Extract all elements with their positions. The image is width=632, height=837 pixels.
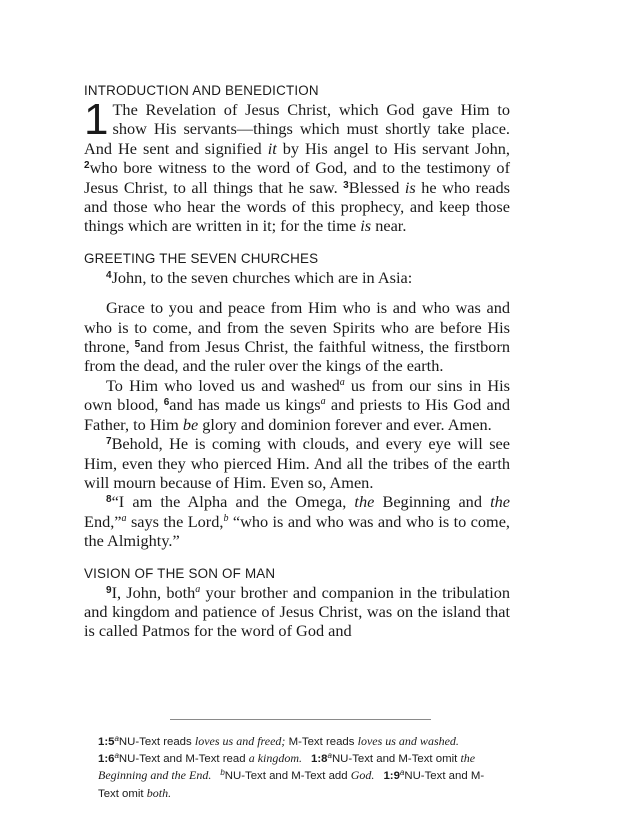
- verse-number: 6: [163, 397, 170, 409]
- footnote-marker[interactable]: a: [121, 512, 127, 524]
- verse-number: 7: [106, 436, 112, 448]
- footnote-marker[interactable]: b: [223, 512, 229, 524]
- verse-number: 4: [106, 269, 112, 281]
- paragraph-verse-4-5: Grace to you and peace from Him who is and who was and who is to come, and from the seven Spirits who are before His throne, $^5$and from Jesus Christ, the faithful witness, the firstborn from the dead, and the ruler over the kings of the earth.: [84, 298, 511, 376]
- paragraph-verse-5-6: To Him who loved us and washed$^a$ us from our sins in His own blood, $^6$and has made us kings$^a$ and priests to His God and Father, to Him be glory and dominion forever and ever. Amen.: [84, 375, 510, 434]
- section-heading-introduction: INTRODUCTION AND BENEDICTION: [84, 83, 319, 98]
- footnote-marker[interactable]: a: [195, 583, 201, 595]
- section-heading-greeting: GREETING THE SEVEN CHURCHES: [84, 250, 319, 266]
- verse-number: 9: [106, 584, 112, 596]
- verse-number: 5: [134, 339, 141, 351]
- footnote-marker[interactable]: a: [339, 376, 345, 388]
- paragraph-verse-8: $^8$“I am the Alpha and the Omega, the Beginning and the End,”$^a$ says the Lord,$^b$ “who is and who was and who is to come, the Almighty.”: [84, 492, 511, 551]
- paragraph-verse-4: $^4$John, to the seven churches which are in Asia:: [106, 267, 413, 287]
- paragraph-intro: 1 The Revelation of Jesus Christ, which God gave Him to show His servants—things which must shortly take place. And He sent and signified it by His angel to His servant John, $^2$who bore witness to the word of God, and to the testimony of Jesus Christ, to all things that he saw. $^3$Blessed is he who reads and those who hear the words of this prophecy, and keep those things which are written in it; for the time is near.: [84, 95, 511, 236]
- footnote-ref: 1:6: [98, 753, 115, 766]
- footnote-ref: 1:9: [383, 770, 400, 783]
- footnote-ref: 1:8: [311, 753, 328, 766]
- verse-number: 8: [106, 494, 112, 506]
- footnote-divider: [170, 719, 431, 720]
- verse-number: 3: [343, 179, 349, 191]
- paragraph-verse-9: $^9$I, John, both$^a$ your brother and companion in the tribulation and kingdom and patience of Jesus Christ, was on the island that is called Patmos for the word of God and: [84, 582, 510, 641]
- footnote-marker[interactable]: a: [320, 396, 326, 408]
- paragraph-verse-7: $^7$Behold, He is coming with clouds, and every eye will see Him, even they who pierced Him. And all the tribes of the earth will mourn because of Him. Even so, Amen.: [84, 434, 510, 492]
- verse-number: 2: [84, 160, 90, 172]
- bible-page: [84, 82, 510, 641]
- footnote-ref: 1:5: [98, 736, 115, 748]
- section-heading-vision: VISION OF THE SON OF MAN: [84, 565, 276, 581]
- chapter-number: 1: [84, 95, 109, 144]
- footnotes: 1:5$^a$NU-Text reads loves us and freed; M-Text reads loves us and washed.1:6$^a$NU-Text and M-Text read a kingdom. 1:8$^a$NU-Text and M-Text omit the Beginning and the End. $^b$NU-Text and M-Text add God. 1:9$^a$NU-Text and M-Text omit both.: [98, 734, 485, 800]
